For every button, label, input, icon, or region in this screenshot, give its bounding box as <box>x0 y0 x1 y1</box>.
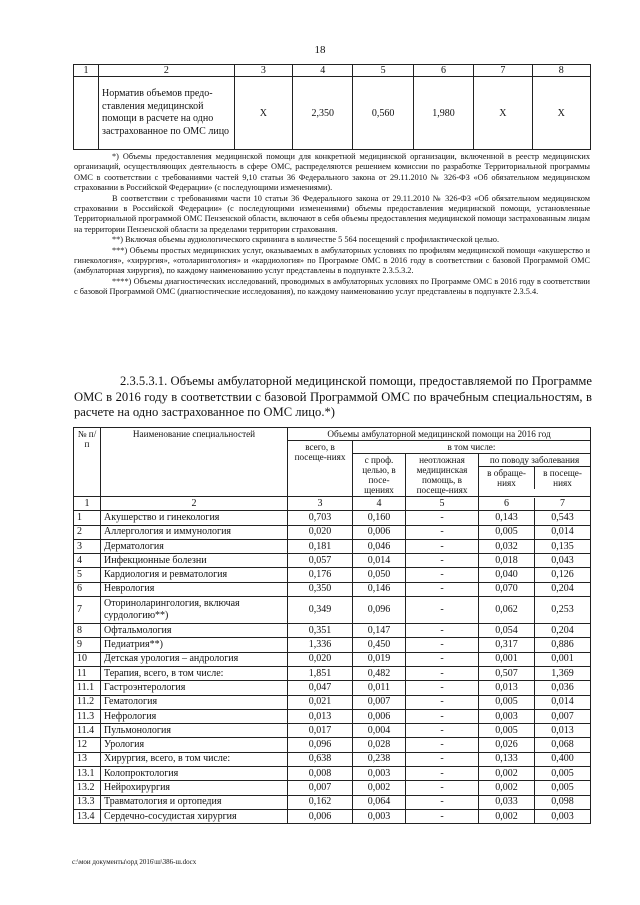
group-header: Объемы амбулаторной медицинской помощи на 2016 год <box>288 428 591 441</box>
prof-visits: 0,160 <box>353 511 406 525</box>
urgent-visits: - <box>406 809 479 823</box>
total-visits: 0,096 <box>288 738 353 752</box>
disease-visits: 0,005 <box>535 781 591 795</box>
specialty-name: Гастроэнтерология <box>101 681 288 695</box>
urgent-visits: - <box>406 738 479 752</box>
cell: 0,560 <box>353 77 413 150</box>
top-table-header <box>74 65 591 77</box>
disease-appeals: 0,026 <box>479 738 535 752</box>
total-visits: 0,057 <box>288 554 353 568</box>
disease-visits: 0,036 <box>535 681 591 695</box>
row-number: 11.3 <box>74 709 101 723</box>
column-index-row <box>74 497 591 511</box>
cell: 2,350 <box>293 77 353 150</box>
disease-visits: 0,098 <box>535 795 591 809</box>
total-visits: 0,181 <box>288 539 353 553</box>
table-row <box>74 624 591 638</box>
prof-visits: 0,050 <box>353 568 406 582</box>
prof-visits: 0,146 <box>353 582 406 596</box>
urgent-visits: - <box>406 511 479 525</box>
disease-visits: 0,003 <box>535 809 591 823</box>
table-row <box>74 582 591 596</box>
header-cell: 4 <box>293 65 353 77</box>
specialty-name: Инфекционные болезни <box>101 554 288 568</box>
col-prof-header: с проф. целью, в посе-щениях <box>353 454 406 497</box>
total-visits: 0,007 <box>288 781 353 795</box>
col-num-header: № п/п <box>74 428 101 497</box>
disease-appeals: 0,001 <box>479 652 535 666</box>
urgent-visits: - <box>406 554 479 568</box>
disease-appeals: 0,070 <box>479 582 535 596</box>
disease-visits: 0,126 <box>535 568 591 582</box>
disease-appeals: 0,003 <box>479 709 535 723</box>
urgent-visits: - <box>406 652 479 666</box>
urgent-visits: - <box>406 752 479 766</box>
prof-visits: 0,028 <box>353 738 406 752</box>
total-visits: 0,020 <box>288 525 353 539</box>
table-row <box>74 767 591 781</box>
footnote: В соответствии с требованиями части 10 статьи 36 Федерального закона от 29.11.2010 № 326-ФЗ «Об обязательном медицинском страховании в Российской Федерации» (с последующими изменениями) объемы предоставления медицинской помощи, установленные Территориальной программой ОМС Пензенской области, включают в себя объемы предоставления медицинской помощи застрахованным лицам на территории Пензенской области за пределами территории страхования. <box>74 193 590 234</box>
disease-visits: 0,543 <box>535 511 591 525</box>
urgent-visits: - <box>406 724 479 738</box>
page-number: 18 <box>314 44 326 56</box>
row-number: 13.3 <box>74 795 101 809</box>
specialty-name: Гематология <box>101 695 288 709</box>
prof-visits: 0,014 <box>353 554 406 568</box>
urgent-visits: - <box>406 539 479 553</box>
table-row <box>74 781 591 795</box>
disease-appeals: 0,062 <box>479 597 535 624</box>
prof-visits: 0,006 <box>353 525 406 539</box>
col-urgent-header: неотложная медицинская помощь, в посеще-ниях <box>406 454 479 497</box>
disease-visits: 0,253 <box>535 597 591 624</box>
header-cell: 2 <box>99 65 235 77</box>
row-number: 3 <box>74 539 101 553</box>
specialty-name: Неврология <box>101 582 288 596</box>
urgent-visits: - <box>406 525 479 539</box>
prof-visits: 0,482 <box>353 666 406 680</box>
total-visits: 0,021 <box>288 695 353 709</box>
col-total-header: всего, в посеще-ниях <box>288 441 353 497</box>
row-number: 7 <box>74 597 101 624</box>
specialty-name: Терапия, всего, в том числе: <box>101 666 288 680</box>
table-row <box>74 681 591 695</box>
total-visits: 0,703 <box>288 511 353 525</box>
specialty-name: Травматология и ортопедия <box>101 795 288 809</box>
disease-visits: 0,043 <box>535 554 591 568</box>
total-visits: 1,851 <box>288 666 353 680</box>
disease-appeals: 0,143 <box>479 511 535 525</box>
disease-visits: 0,005 <box>535 767 591 781</box>
row-number: 11.4 <box>74 724 101 738</box>
prof-visits: 0,003 <box>353 767 406 781</box>
table-row <box>74 638 591 652</box>
total-visits: 0,047 <box>288 681 353 695</box>
disease-appeals: 0,002 <box>479 809 535 823</box>
urgent-visits: - <box>406 638 479 652</box>
cell: Х <box>234 77 292 150</box>
prof-visits: 0,003 <box>353 809 406 823</box>
specialty-name: Сердечно-сосудистая хирургия <box>101 809 288 823</box>
specialty-name: Пульмонология <box>101 724 288 738</box>
table-row <box>74 652 591 666</box>
table-row <box>74 597 591 624</box>
disease-visits: 1,369 <box>535 666 591 680</box>
urgent-visits: - <box>406 681 479 695</box>
index-cell: 1 <box>74 497 101 511</box>
disease-appeals: 0,033 <box>479 795 535 809</box>
index-cell: 4 <box>353 497 406 511</box>
index-cell: 2 <box>101 497 288 511</box>
total-visits: 0,349 <box>288 597 353 624</box>
disease-subheaders <box>479 467 590 489</box>
urgent-visits: - <box>406 597 479 624</box>
disease-appeals: 0,005 <box>479 724 535 738</box>
urgent-visits: - <box>406 666 479 680</box>
disease-appeals: 0,032 <box>479 539 535 553</box>
urgent-visits: - <box>406 795 479 809</box>
disease-visits: 0,014 <box>535 525 591 539</box>
main-table <box>73 427 591 824</box>
urgent-visits: - <box>406 695 479 709</box>
header-cell: 7 <box>474 65 532 77</box>
total-visits: 1,336 <box>288 638 353 652</box>
header-cell: 8 <box>532 65 590 77</box>
index-cell-pair <box>479 497 591 511</box>
row-number: 11.1 <box>74 681 101 695</box>
table-row <box>74 666 591 680</box>
disease-appeals: 0,005 <box>479 695 535 709</box>
row-number: 13.2 <box>74 781 101 795</box>
prof-visits: 0,096 <box>353 597 406 624</box>
total-visits: 0,008 <box>288 767 353 781</box>
footnote: ****) Объемы диагностических исследований, проводимых в амбулаторных условиях по Программе ОМС в 2016 году в соответствии с базовой Программой ОМС (диагностические исследования), по каждому наименованию услуг представлены в подпункте 2.3.5.4. <box>74 276 590 297</box>
footnote: ***) Объемы простых медицинских услуг, оказываемых в амбулаторных условиях по профилям медицинской помощи «акушерство и гинекология», «хирургия», «отоларингология» и «кардиология» по Программе ОМС в 2016 году в соответствии с базовой Программой ОМС (амбулаторная хирургия), по каждому наименованию услуг представлены в подпункте 2.3.5.3.2. <box>74 245 590 276</box>
row-number: 9 <box>74 638 101 652</box>
footnote: **) Включая объемы аудиологического скрининга в количестве 5 564 посещений с профилактической целью. <box>112 235 500 245</box>
total-visits: 0,351 <box>288 624 353 638</box>
disease-appeals: 0,317 <box>479 638 535 652</box>
total-visits: 0,017 <box>288 724 353 738</box>
disease-appeals: 0,018 <box>479 554 535 568</box>
row-number: 13 <box>74 752 101 766</box>
header-cell: 1 <box>74 65 99 77</box>
col-appeals-header: в обраще-ниях <box>479 467 535 489</box>
table-row <box>74 709 591 723</box>
disease-visits: 0,400 <box>535 752 591 766</box>
prof-visits: 0,004 <box>353 724 406 738</box>
index-cell: 7 <box>560 497 565 509</box>
footnotes <box>74 152 590 298</box>
footnote: *) Объемы предоставления медицинской помощи для конкретной медицинской организации, включенной в реестр медицинских организаций, осуществляющих деятельность в сфере ОМС, распределяются решением комиссии по разработке Территориальной программы ОМС в соответствии с требованиями частей 9,10 статьи 36 Федерального закона от 29.11.2010 № 326-ФЗ «Об обязательном медицинском страховании в Российской Федерации» (с последующими изменениями). <box>74 152 590 193</box>
disease-visits: 0,204 <box>535 582 591 596</box>
prof-visits: 0,147 <box>353 624 406 638</box>
row-number: 11 <box>74 666 101 680</box>
table-row <box>74 539 591 553</box>
index-cell: 3 <box>288 497 353 511</box>
row-number: 5 <box>74 568 101 582</box>
disease-header-label: по поводу заболевания <box>479 454 590 467</box>
disease-appeals: 0,133 <box>479 752 535 766</box>
table-row <box>74 568 591 582</box>
cell: 1,980 <box>413 77 473 150</box>
prof-visits: 0,002 <box>353 781 406 795</box>
disease-appeals: 0,002 <box>479 781 535 795</box>
disease-visits: 0,886 <box>535 638 591 652</box>
total-visits: 0,350 <box>288 582 353 596</box>
row-number: 11.2 <box>74 695 101 709</box>
specialty-name: Колопроктология <box>101 767 288 781</box>
header-cell: 5 <box>353 65 413 77</box>
total-visits: 0,013 <box>288 709 353 723</box>
disease-appeals: 0,040 <box>479 568 535 582</box>
specialty-name: Нефрология <box>101 709 288 723</box>
specialty-name: Детская урология – андрология <box>101 652 288 666</box>
prof-visits: 0,046 <box>353 539 406 553</box>
prof-visits: 0,019 <box>353 652 406 666</box>
norm-row <box>74 77 591 150</box>
disease-appeals: 0,013 <box>479 681 535 695</box>
prof-visits: 0,011 <box>353 681 406 695</box>
urgent-visits: - <box>406 568 479 582</box>
specialty-name: Нейрохирургия <box>101 781 288 795</box>
table-row <box>74 554 591 568</box>
table-row <box>74 695 591 709</box>
disease-visits: 0,013 <box>535 724 591 738</box>
total-visits: 0,638 <box>288 752 353 766</box>
prof-visits: 0,007 <box>353 695 406 709</box>
urgent-visits: - <box>406 624 479 638</box>
disease-visits: 0,007 <box>535 709 591 723</box>
including-header: в том числе: <box>353 441 591 454</box>
table-row <box>74 795 591 809</box>
disease-visits: 0,068 <box>535 738 591 752</box>
prof-visits: 0,450 <box>353 638 406 652</box>
disease-appeals: 0,507 <box>479 666 535 680</box>
table-row <box>74 525 591 539</box>
top-table <box>73 64 591 150</box>
total-visits: 0,162 <box>288 795 353 809</box>
section-heading-text: 2.3.5.3.1. Объемы амбулаторной медицинской помощи, предоставляемой по Программе ОМС в 2016 году в соответствии с базовой Программой ОМС по врачебным специальностям, в расчете на одно застрахованное по ОМС лицо.*) <box>74 374 592 419</box>
specialty-name: Оториноларингология, включая сурдологию**) <box>101 597 288 624</box>
specialty-name: Хирургия, всего, в том числе: <box>101 752 288 766</box>
row-number: 10 <box>74 652 101 666</box>
row-number: 1 <box>74 511 101 525</box>
urgent-visits: - <box>406 709 479 723</box>
cell <box>74 77 99 150</box>
index-cell: 6 <box>479 498 535 510</box>
table-row <box>74 724 591 738</box>
row-number: 6 <box>74 582 101 596</box>
disease-appeals: 0,005 <box>479 525 535 539</box>
norm-label: Норматив объемов предо-ставления медицинской помощи в расчете на одно застрахованное по ОМС лицо <box>99 77 235 150</box>
disease-header <box>479 454 591 497</box>
disease-visits: 0,001 <box>535 652 591 666</box>
disease-visits: 0,204 <box>535 624 591 638</box>
file-path-footer: c:\мои документы\орд 2016\ш\386-ш.docx <box>72 858 197 866</box>
header-cell: 6 <box>413 65 473 77</box>
urgent-visits: - <box>406 781 479 795</box>
specialty-name: Акушерство и гинекология <box>101 511 288 525</box>
specialty-name: Дерматология <box>101 539 288 553</box>
prof-visits: 0,238 <box>353 752 406 766</box>
table-row <box>74 809 591 823</box>
disease-appeals: 0,054 <box>479 624 535 638</box>
section-heading <box>74 374 592 421</box>
header-cell: 3 <box>234 65 292 77</box>
specialty-name: Аллергология и иммунология <box>101 525 288 539</box>
col-name-header: Наименование специальностей <box>101 428 288 497</box>
urgent-visits: - <box>406 767 479 781</box>
specialty-name: Кардиология и ревматология <box>101 568 288 582</box>
disease-visits: 0,135 <box>535 539 591 553</box>
specialty-name: Урология <box>101 738 288 752</box>
total-visits: 0,006 <box>288 809 353 823</box>
specialty-name: Педиатрия**) <box>101 638 288 652</box>
table-row <box>74 738 591 752</box>
specialty-name: Офтальмология <box>101 624 288 638</box>
disease-visits: 0,014 <box>535 695 591 709</box>
row-number: 8 <box>74 624 101 638</box>
total-visits: 0,020 <box>288 652 353 666</box>
prof-visits: 0,064 <box>353 795 406 809</box>
table-row <box>74 511 591 525</box>
row-number: 13.4 <box>74 809 101 823</box>
table-row <box>74 752 591 766</box>
total-visits: 0,176 <box>288 568 353 582</box>
row-number: 4 <box>74 554 101 568</box>
cell: Х <box>532 77 590 150</box>
row-number: 12 <box>74 738 101 752</box>
disease-appeals: 0,002 <box>479 767 535 781</box>
row-number: 13.1 <box>74 767 101 781</box>
col-visits-header: в посеще-ниях <box>543 468 582 488</box>
prof-visits: 0,006 <box>353 709 406 723</box>
cell: Х <box>474 77 532 150</box>
row-number: 2 <box>74 525 101 539</box>
urgent-visits: - <box>406 582 479 596</box>
index-cell: 5 <box>406 497 479 511</box>
